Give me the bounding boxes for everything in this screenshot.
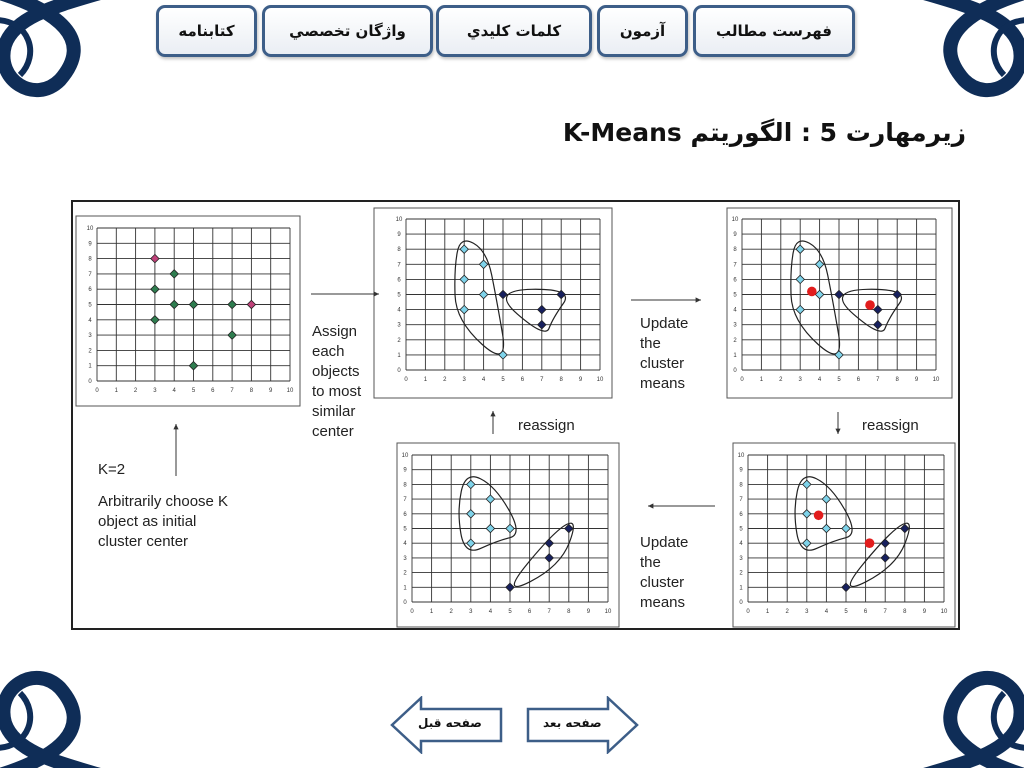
x-tick-label: 8 (249, 388, 254, 394)
x-tick-label: 2 (443, 377, 447, 383)
arrow-reassign-right-head (835, 429, 840, 434)
prev-page-label: صفحه قبل (418, 716, 482, 730)
x-tick-label: 1 (765, 609, 770, 615)
y-tick-label: 2 (733, 337, 737, 344)
y-tick-label: 9 (397, 232, 401, 239)
y-tick-label: 4 (403, 541, 407, 548)
x-tick-label: 10 (932, 377, 940, 383)
plot-initial (76, 216, 300, 406)
nav-keywords[interactable]: كلمات كليدي (436, 5, 592, 57)
x-tick-label: 0 (746, 609, 750, 615)
y-tick-label: 7 (397, 262, 401, 269)
y-tick-label: 8 (397, 247, 401, 254)
x-tick-label: 9 (914, 377, 919, 383)
x-tick-label: 2 (133, 388, 138, 394)
x-tick-label: 2 (779, 377, 783, 383)
y-tick-label: 4 (397, 307, 401, 314)
x-tick-label: 8 (903, 609, 907, 615)
y-tick-label: 1 (739, 585, 743, 592)
y-tick-label: 9 (88, 241, 92, 248)
arrow-initial-head (173, 424, 178, 429)
x-tick-label: 0 (410, 609, 414, 615)
y-tick-label: 3 (403, 555, 407, 562)
y-tick-label: 10 (737, 453, 745, 459)
y-tick-label: 10 (86, 226, 94, 232)
y-tick-label: 5 (403, 526, 407, 533)
x-tick-label: 8 (559, 377, 563, 383)
x-tick-label: 2 (785, 609, 789, 615)
x-tick-label: 8 (895, 377, 899, 383)
assign-label: Assign each objects to most similar center (312, 323, 362, 440)
y-tick-label: 10 (401, 453, 409, 459)
y-tick-label: 8 (739, 482, 743, 489)
cluster-mean (865, 538, 875, 548)
x-tick-label: 1 (114, 388, 118, 394)
y-tick-label: 2 (88, 348, 92, 355)
x-tick-label: 3 (462, 377, 466, 383)
x-tick-label: 4 (488, 609, 493, 615)
x-tick-label: 9 (922, 609, 927, 615)
x-tick-label: 3 (469, 609, 473, 615)
y-tick-label: 5 (397, 292, 401, 299)
y-tick-label: 8 (88, 256, 92, 263)
x-tick-label: 7 (540, 377, 544, 383)
corner-ornament-top-right (894, 0, 1024, 100)
y-tick-label: 10 (395, 217, 403, 223)
reassign-left-label: reassign (518, 417, 575, 434)
corner-ornament-top-left (0, 0, 130, 100)
y-tick-label: 9 (739, 467, 743, 474)
x-tick-label: 5 (191, 388, 196, 394)
y-tick-label: 1 (88, 363, 92, 370)
x-tick-label: 1 (759, 377, 764, 383)
arrow-update-bottom-head (648, 503, 653, 508)
x-tick-label: 3 (805, 609, 809, 615)
x-tick-label: 10 (596, 377, 604, 383)
y-tick-label: 5 (733, 292, 737, 299)
x-tick-label: 0 (740, 377, 744, 383)
y-tick-label: 9 (733, 232, 737, 239)
x-tick-label: 5 (844, 609, 848, 615)
cluster-mean (865, 300, 875, 310)
nav-glossary[interactable]: واژگان تخصصي (262, 5, 433, 57)
y-tick-label: 6 (739, 511, 743, 518)
plot-frame (727, 208, 952, 398)
x-tick-label: 4 (824, 609, 829, 615)
nav-bibliography[interactable]: كتابنامه (156, 5, 257, 57)
plot-update-1 (727, 208, 952, 398)
y-tick-label: 7 (733, 262, 737, 269)
x-tick-label: 3 (798, 377, 802, 383)
y-tick-label: 3 (733, 322, 737, 329)
y-tick-label: 3 (739, 555, 743, 562)
y-tick-label: 0 (88, 379, 92, 385)
update-top-label: Update the cluster means (640, 315, 689, 392)
y-tick-label: 1 (397, 352, 401, 359)
cluster-mean (814, 510, 824, 520)
y-tick-label: 3 (88, 333, 92, 340)
y-tick-label: 10 (731, 217, 739, 223)
x-tick-label: 7 (876, 377, 880, 383)
arrow-reassign-left-head (490, 411, 495, 416)
y-tick-label: 9 (403, 467, 407, 474)
x-tick-label: 3 (153, 388, 157, 394)
y-tick-label: 8 (733, 247, 737, 254)
y-tick-label: 6 (733, 277, 737, 284)
y-tick-label: 4 (733, 307, 737, 314)
arrow-update-top-head (696, 297, 701, 302)
x-tick-label: 4 (172, 388, 176, 394)
x-tick-label: 0 (404, 377, 408, 383)
x-tick-label: 6 (520, 377, 525, 383)
x-tick-label: 9 (578, 377, 583, 383)
corner-ornament-bottom-right (894, 668, 1024, 768)
x-tick-label: 4 (481, 377, 486, 383)
update-bottom-label: Update the cluster means (640, 534, 689, 611)
plot-reassign (397, 443, 619, 627)
y-tick-label: 4 (88, 317, 92, 324)
y-tick-label: 1 (733, 352, 737, 359)
plot-frame (733, 443, 955, 627)
x-tick-label: 8 (567, 609, 571, 615)
page-title: زیرمهارت 5 : الگوریتم K-Means (562, 118, 966, 147)
x-tick-label: 7 (547, 609, 551, 615)
y-tick-label: 3 (397, 322, 401, 329)
plot-frame (374, 208, 612, 398)
x-tick-label: 1 (423, 377, 428, 383)
x-tick-label: 6 (527, 609, 532, 615)
y-tick-label: 0 (733, 368, 737, 374)
y-tick-label: 2 (403, 570, 407, 577)
x-tick-label: 7 (230, 388, 234, 394)
x-tick-label: 6 (211, 388, 215, 394)
next-page-label: صفحه بعد (543, 716, 602, 730)
x-tick-label: 6 (863, 609, 868, 615)
y-tick-label: 6 (88, 287, 92, 294)
nav-table-of-contents[interactable]: فهرست مطالب (693, 5, 855, 57)
x-tick-label: 2 (449, 609, 453, 615)
nav-quiz[interactable]: آزمون (597, 5, 688, 57)
y-tick-label: 7 (739, 497, 743, 504)
x-tick-label: 10 (940, 609, 948, 615)
corner-ornament-bottom-left (0, 668, 130, 768)
y-tick-label: 0 (403, 600, 407, 606)
y-tick-label: 7 (403, 497, 407, 504)
x-tick-label: 5 (508, 609, 512, 615)
y-tick-label: 5 (88, 302, 92, 309)
reassign-right-label: reassign (862, 417, 919, 434)
y-tick-label: 0 (739, 600, 743, 606)
x-tick-label: 0 (95, 388, 99, 394)
x-tick-label: 9 (269, 388, 273, 394)
plot-frame (397, 443, 619, 627)
y-tick-label: 0 (397, 368, 401, 374)
x-tick-label: 9 (586, 609, 591, 615)
y-tick-label: 2 (397, 337, 401, 344)
y-tick-label: 8 (403, 482, 407, 489)
k-label: K=2 (98, 461, 126, 478)
y-tick-label: 4 (739, 541, 743, 548)
y-tick-label: 5 (739, 526, 743, 533)
x-tick-label: 4 (817, 377, 822, 383)
y-tick-label: 2 (739, 570, 743, 577)
plot-frame (76, 216, 300, 406)
y-tick-label: 6 (403, 511, 407, 518)
plot-assign (374, 208, 612, 398)
x-tick-label: 10 (604, 609, 612, 615)
kmeans-diagram (73, 202, 958, 628)
cluster-mean (807, 287, 817, 297)
plot-update-2 (733, 443, 955, 627)
x-tick-label: 6 (856, 377, 861, 383)
arbitrary-label: Arbitrarily choose K object as initial cluster center (98, 493, 229, 550)
x-tick-label: 5 (837, 377, 841, 383)
kmeans-figure (71, 200, 960, 630)
x-tick-label: 10 (286, 388, 294, 394)
x-tick-label: 1 (429, 609, 434, 615)
y-tick-label: 6 (397, 277, 401, 284)
y-tick-label: 1 (403, 585, 407, 592)
x-tick-label: 7 (883, 609, 887, 615)
y-tick-label: 7 (88, 271, 92, 278)
x-tick-label: 5 (501, 377, 505, 383)
